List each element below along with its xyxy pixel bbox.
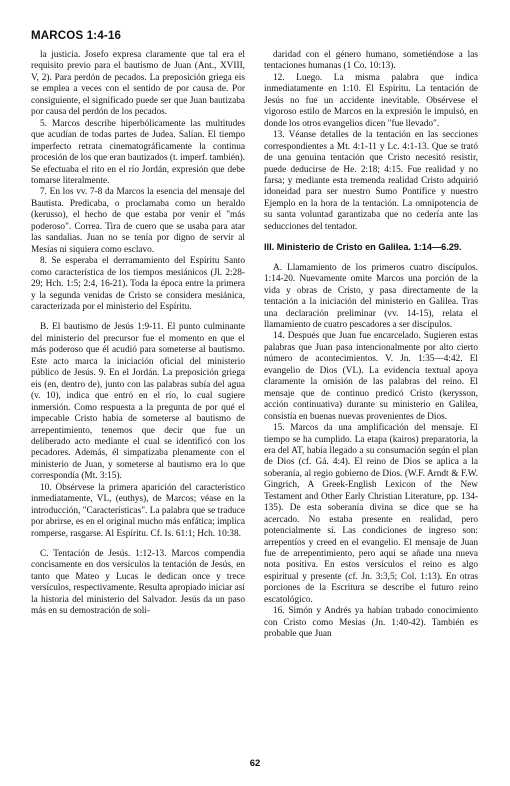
paragraph: 13. Véanse detalles de la tentación en las secciones correspondientes a Mt. 4:1-11 y Lc. 4:1-13. Que se trató de una genuina tentación que Cristo necesitó resistir, puede deducirse de He. 2:18; 4:15. Fue realidad y no farsa; y mediante esta tremenda realidad Cristo adquirió idoneidad para ser nuestro Sumo Pontífice y nuestro Ejemplo en la hora de la tentación. La omnipotencia de su santa voluntad garantizaba que no cedería ante las seducciones del tentador. xyxy=(264,130,478,232)
paragraph: B. El bautismo de Jesús 1:9-11. El punto culminante del ministerio del precursor fue el momento en que el más poderoso que él acudió para someterse al bautismo. Este acto marca la iniciación oficial del ministerio público de Jesús. 9. En el Jordán. La preposición griega eis (en, dentro de), junto con las palabras subía del agua (v. 10), indica que entró en el río, lo cual sugiere inmersión. Como respuesta a la pregunta de por qué el impecable Cristo había de someterse al bautismo de arrepentimiento, tenemos que decir que fue un deliberado acto mediante el cual se identificó con los pecadores. Además, él simpatizaba plenamente con el ministerio de Juan, y someterse al bautismo era lo que correspondía (Mt. 3:15). xyxy=(31,322,245,482)
paragraph: A. Llamamiento de los primeros cuatro discípulos. 1:14-20. Nuevamente omite Marcos una porción de la vida y obras de Cristo, y pasa directamente de la tentación a la iniciación del ministerio en Galilea. Tras una declaración preliminar (vv. 14-15), relata el llamamiento de cuatro pescadores a ser discípulos. xyxy=(264,262,478,330)
running-header: MARCOS 1:4-16 xyxy=(31,30,122,42)
paragraph: 7. En los vv. 7-8 da Marcos la esencia del mensaje del Bautista. Predicaba, o proclamaba como un heraldo (kerusso), el hecho de que estaba por venir el "más poderoso". Correa. Tira de cuero que se usaba para atar las sandalias. Juan no se tenía por digno de servir al Mesías ni siquiera como esclavo. xyxy=(31,187,245,255)
paragraph: daridad con el género humano, sometiéndose a las tentaciones humanas (1 Co. 10:13). xyxy=(264,50,478,72)
page-number: 62 xyxy=(249,758,261,769)
paragraph-gap xyxy=(31,313,245,322)
paragraph: 16. Simón y Andrés ya habían trabado conocimiento con Cristo como Mesías (Jn. 1:40-42). También es probable que Juan xyxy=(264,606,478,640)
paragraph-gap xyxy=(264,254,478,263)
section-heading: III. Ministerio de Cristo en Galilea. 1:14—6.29. xyxy=(264,242,462,253)
paragraph: C. Tentación de Jesús. 1:12-13. Marcos compendia concisamente en dos versículos la tentación de Jesús, en tanto que Mateo y Lucas le dedican once y trece versículos, respectivamente. Resulta apropiado iniciar así la historia del ministerio del Salvador. Jesús da un paso más en su demostración de soli- xyxy=(31,549,245,617)
paragraph: 5. Marcos describe hiperbólicamente las multitudes que acudían de todas partes de Judea. Salían. El tiempo imperfecto retrata cinematográficamente la continua procesión de los que eran bautizados (t. imperf. también). Se efectuaba el rito en el río Jordán, expresión que debe tomarse literalmente. xyxy=(31,118,246,186)
paragraph: 12. Luego. La misma palabra que indica inmediatamente en 1:10. El Espíritu. La tentación de Jesús no fue un accidente inevitable. Obsérvese el vigoroso estilo de Marcos en la expresión le impulsó, en donde los otros evangelios dicen "fue llevado". xyxy=(264,72,478,129)
paragraph: la justicia. Josefo expresa claramente que tal era el requisito previo para el bautismo de Juan (Ant., XVIII, V, 2). Para perdón de pecados. La preposición griega eis se emplea a veces con el sentido de por causa de. Por consiguiente, el significado puede ser que Juan bautizaba por causa del perdón de los pecados. xyxy=(31,50,245,118)
left-column xyxy=(31,50,245,618)
right-column xyxy=(264,50,478,641)
paragraph: 15. Marcos da una amplificación del mensaje. El tiempo se ha cumplido. La etapa (kairos) preparatoria, la era del AT, había llegado a su consumación según el plan de Dios (cf. Gá. 4:4). El reino de Dios se aplica a la soberanía, al regio gobierno de Dios. (W.F. Arndt & F.W. Gingrich, A Greek-English Lexicon of the New Testament and Other Early Christian Literature, pp. 134-135). De esta soberanía divina se dice que se ha acercado. No estaba presente en realidad, pero potencialmente sí. Las condiciones de ingreso son: arrepentíos y creed en el evangelio. El mensaje de Juan fue de arrepentimiento, pero aquí se añade una nueva nota positiva. En estos versículos el reino es algo espiritual y presente (cf. Jn. 3:3,5; Col. 1:13). En otras porciones de la Escritura se describe el futuro reino escatológico. xyxy=(264,423,478,605)
paragraph-gap xyxy=(264,233,478,242)
paragraph: 14. Después que Juan fue encarcelado. Sugieren estas palabras que Juan pasa intencionalmente por alto cierto número de acontecimientos. V. Jn. 1:35—4:42. El evangelio de Dios (VL). La evidencia textual apoya claramente la omisión de las palabras del reino. El mensaje que de continuo predicó Cristo (kerysson, acción continuativa) durante su ministerio en Galilea, consistía en buenas nuevas provenientes de Dios. xyxy=(264,331,478,422)
paragraph: 10. Obsérvese la primera aparición del característico inmediatamente, VL, (euthys), de Marcos; véase en la introducción, "Características". La palabra que se traduce por abrirse, es en el original mucho más enfática; implica romperse, rasgarse. Al Espíritu. Cf. Is. 61:1; Hch. 10:38. xyxy=(31,482,245,539)
paragraph-gap xyxy=(31,540,245,549)
paragraph: 8. Se esperaba el derramamiento del Espíritu Santo como característica de los tiempos mesiánicos (Jl. 2:28-29; Hch. 1:5; 2:4, 16-21). Toda la época entre la primera y la segunda venidas de Cristo se considera mesiánica, caracterizada por el ministerio del Espíritu. xyxy=(31,256,245,312)
